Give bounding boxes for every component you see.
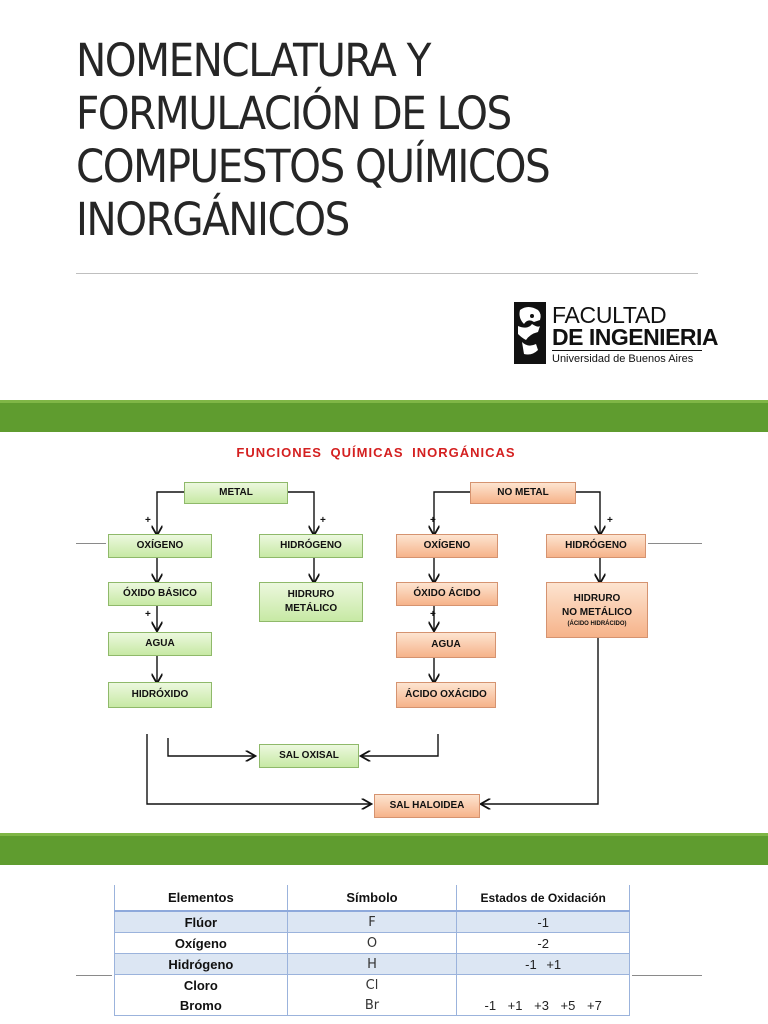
box-label: AGUA (431, 639, 461, 650)
box-label: HIDRURO (573, 592, 621, 604)
side-rule-right (632, 975, 702, 976)
symbol-cell: O (287, 933, 457, 954)
column-header: Elementos (115, 885, 288, 911)
hidrogeno-box-right (546, 534, 646, 558)
title-line: FORMULACIÓN DE LOS (76, 87, 511, 140)
hidrogeno-box-left (259, 534, 363, 558)
symbol-cell: H (287, 954, 457, 975)
box-label: ÓXIDO BÁSICO (123, 588, 197, 599)
symbol-cell: Br (287, 995, 457, 1016)
title-line: COMPUESTOS QUÍMICOS (76, 140, 550, 193)
oxido-acido-box (396, 582, 498, 606)
plus-sign: + (320, 515, 326, 526)
logo-line-ingenieria: DE INGENIERIA (552, 324, 719, 350)
symbol-cell: Cl (287, 975, 457, 996)
box-label: HIDRURO (287, 589, 335, 600)
oxigeno-box-right (396, 534, 498, 558)
box-label: AGUA (145, 638, 175, 649)
logo-divider (552, 350, 702, 351)
slide-title (76, 34, 716, 246)
table-row (115, 911, 630, 933)
hidruro-metalico-box (259, 582, 363, 622)
slide-separator-bar (0, 400, 768, 432)
box-sublabel: (ÁCIDO HIDRÁCIDO) (567, 620, 627, 627)
box-label: METÁLICO (284, 603, 338, 614)
box-label: ÁCIDO OXÁCIDO (405, 689, 487, 700)
acido-oxacido-box (396, 682, 496, 708)
sal-haloidea-box (374, 794, 480, 818)
box-label: METAL (219, 487, 253, 498)
box-label: SAL OXISAL (279, 750, 339, 761)
oxidation-cell: -1 +1 +3 +5 +7 (457, 975, 630, 1016)
diagram-title: FUNCIONES QUÍMICAS INORGÁNICAS (236, 445, 516, 460)
hidruro-no-metalico-box (546, 582, 648, 638)
plus-sign: + (430, 515, 436, 526)
title-line: INORGÁNICOS (76, 193, 349, 246)
metal-box (184, 482, 288, 504)
agua-box-left (108, 632, 212, 656)
oxigeno-box-left (108, 534, 212, 558)
sal-oxisal-box (259, 744, 359, 768)
oxido-basico-box (108, 582, 212, 606)
element-cell: Oxígeno (115, 933, 288, 954)
table-row (115, 933, 630, 954)
oxidation-cell: -2 (457, 933, 630, 954)
table-header-row (115, 885, 630, 911)
box-label: SAL HALOIDEA (389, 800, 465, 811)
hidroxido-box (108, 682, 212, 708)
plus-sign: + (145, 609, 151, 620)
title-slide (0, 0, 768, 400)
symbol-cell: F (287, 911, 457, 933)
inorganic-functions-diagram (0, 432, 768, 833)
oxidation-states-table (114, 885, 630, 1016)
side-rule-left (76, 975, 112, 976)
oxidation-cell: -1 +1 (457, 954, 630, 975)
slide-separator-bar (0, 833, 768, 865)
column-header: Símbolo (287, 885, 457, 911)
table-row (115, 975, 630, 996)
minerva-emblem-icon (514, 302, 546, 364)
plus-sign: + (430, 609, 436, 620)
box-label: OXÍGENO (136, 540, 184, 551)
no-metal-box (470, 482, 576, 504)
title-divider (76, 273, 698, 274)
box-label: HIDRÓGENO (280, 540, 342, 551)
title-line: NOMENCLATURA Y (76, 34, 430, 87)
box-label: NO METAL (497, 487, 549, 498)
element-cell: Flúor (115, 911, 288, 933)
box-label: NO METÁLICO (562, 606, 632, 618)
faculty-logo (514, 302, 719, 368)
logo-line-facultad: FACULTAD (552, 302, 667, 328)
box-label: OXÍGENO (423, 540, 471, 551)
plus-sign: + (607, 515, 613, 526)
box-label: ÓXIDO ÁCIDO (413, 588, 481, 599)
column-header: Estados de Oxidación (457, 885, 630, 911)
element-cell: Cloro (115, 975, 288, 996)
table-row (115, 954, 630, 975)
box-label: HIDRÓGENO (565, 540, 627, 551)
oxidation-cell: -1 (457, 911, 630, 933)
box-label: HIDRÓXIDO (131, 689, 189, 700)
agua-box-right (396, 632, 496, 658)
element-cell: Bromo (115, 995, 288, 1016)
element-cell: Hidrógeno (115, 954, 288, 975)
oxidation-states-slide (0, 865, 768, 1024)
plus-sign: + (145, 515, 151, 526)
functions-diagram-slide (0, 432, 768, 833)
logo-line-universidad: Universidad de Buenos Aires (552, 353, 694, 365)
